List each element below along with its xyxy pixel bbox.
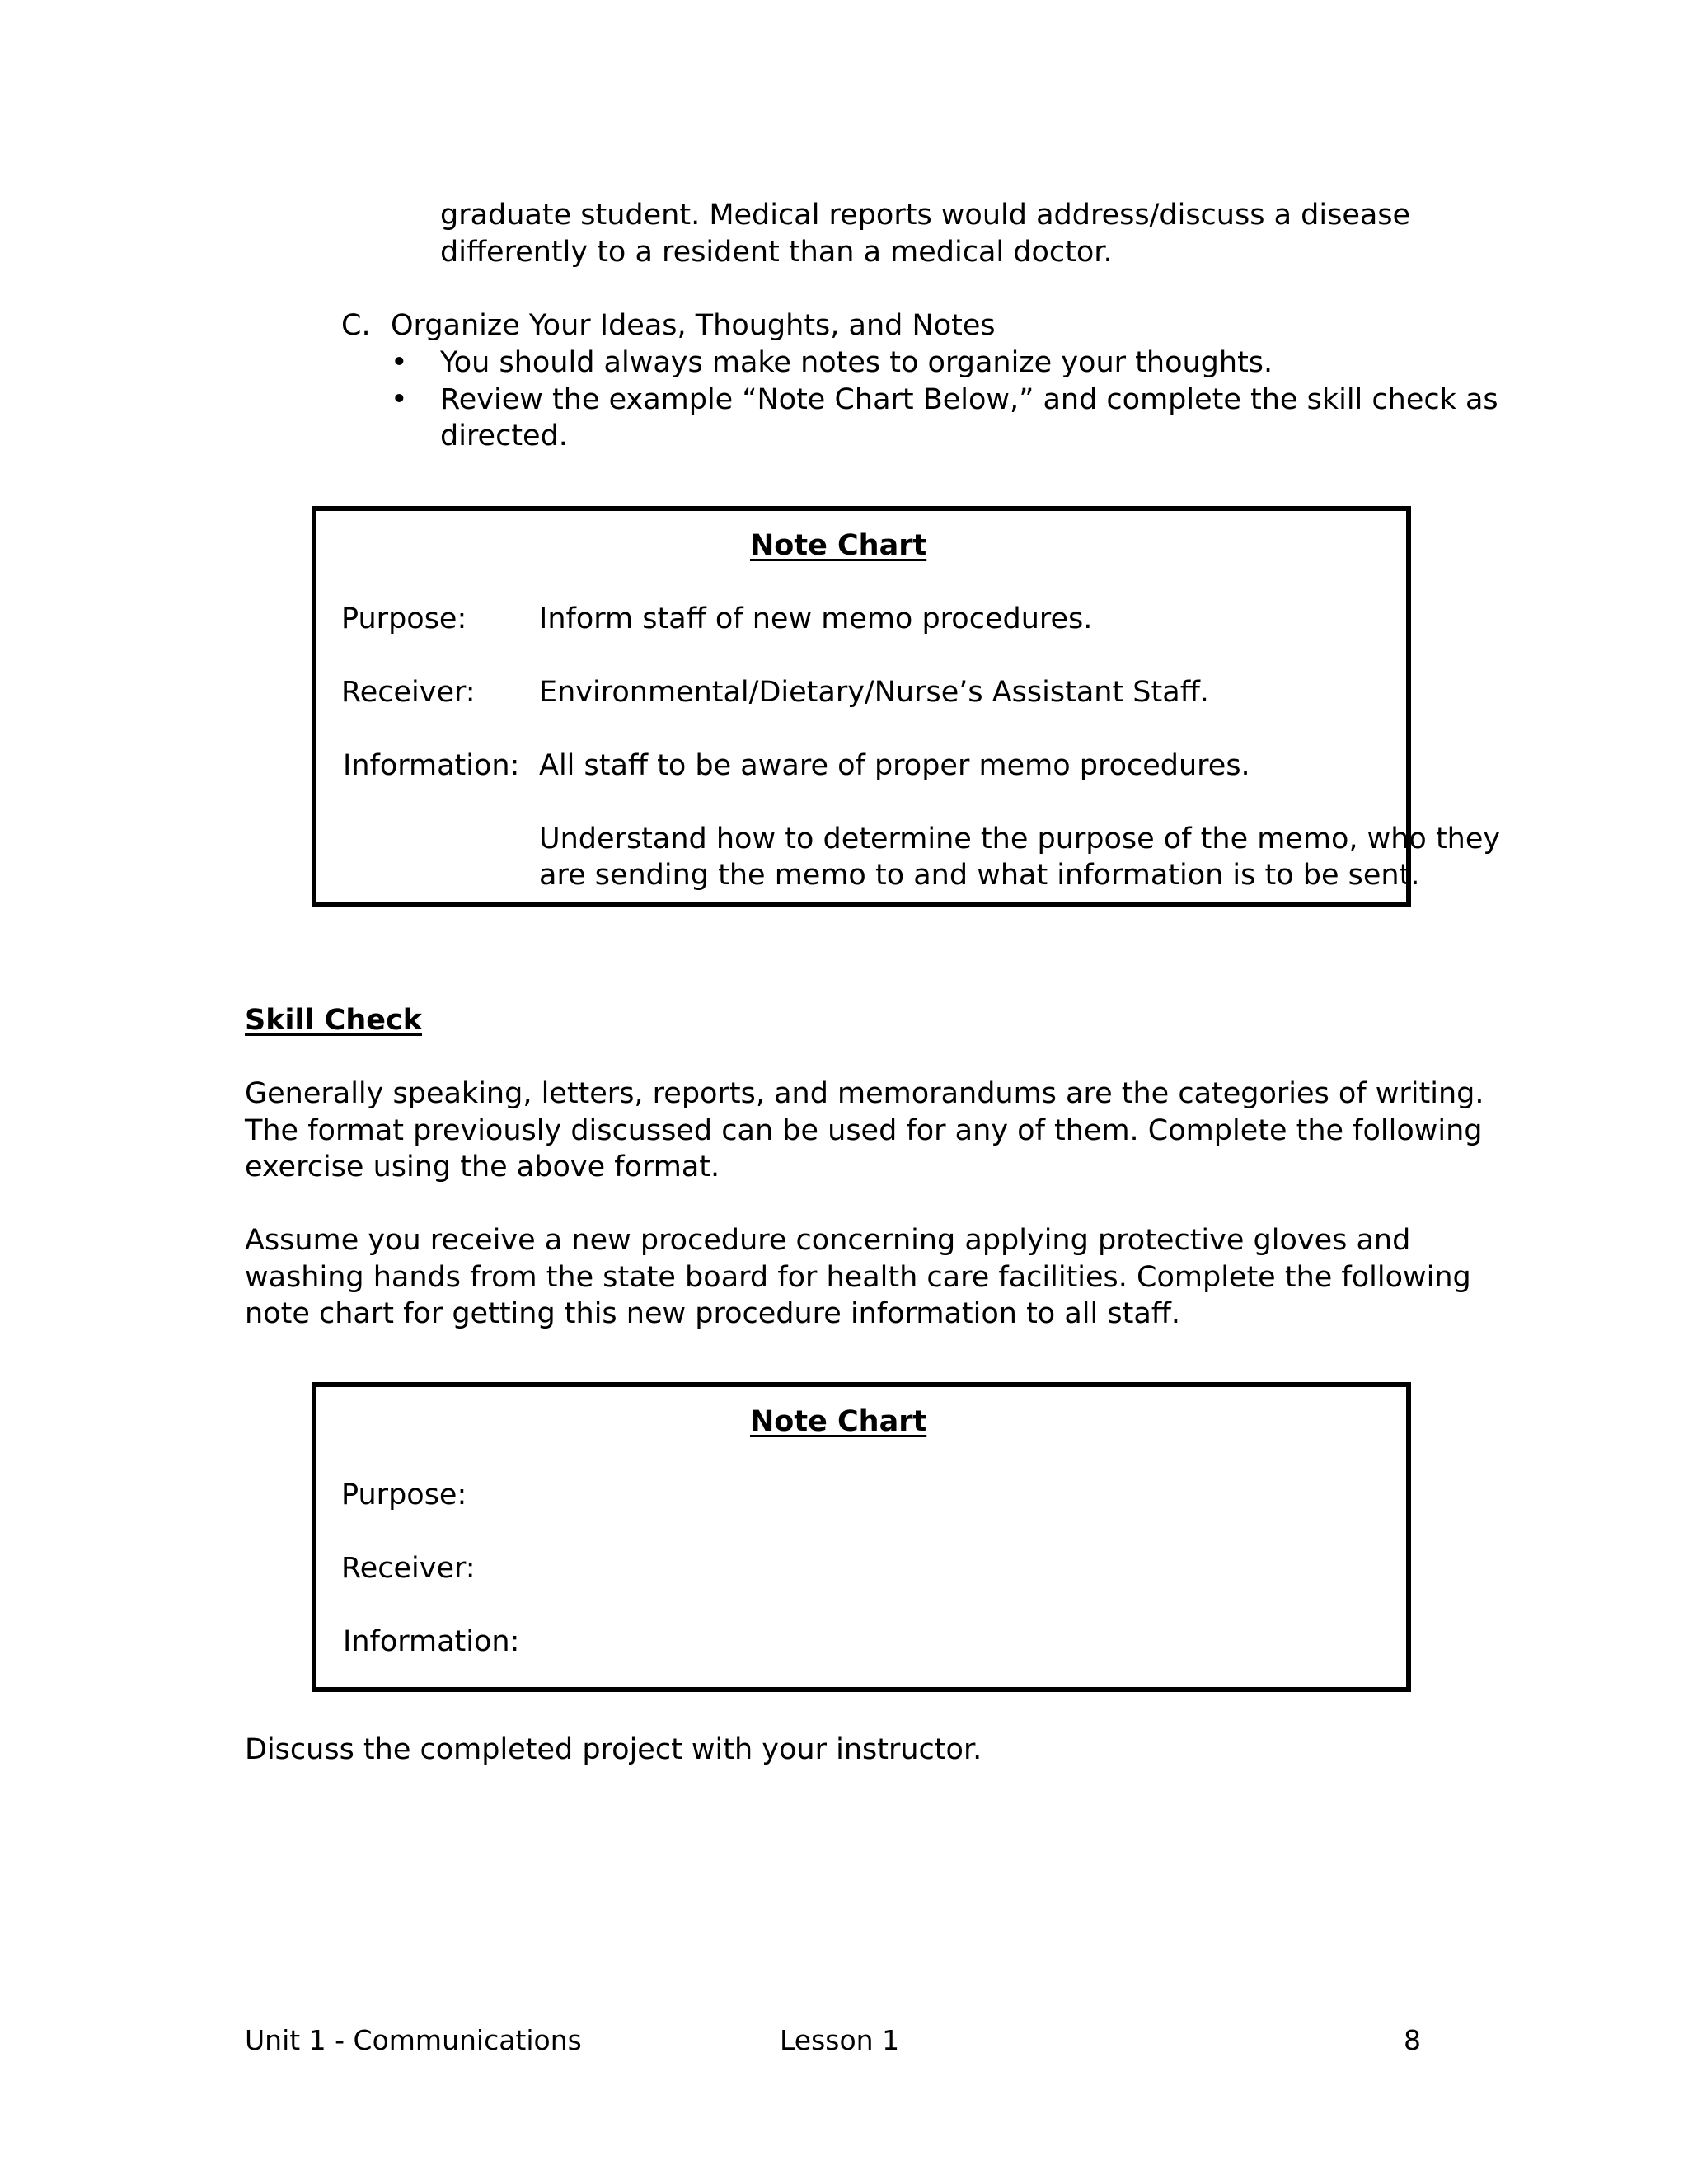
bullet-dot-2: • [391, 383, 408, 416]
example-receiver-label: Receiver: [341, 676, 476, 709]
example-information-value-2b: are sending the memo to and what information is to be sent. [539, 859, 1420, 892]
blank-information-label: Information: [343, 1625, 520, 1658]
skill-check-para1-line3: exercise using the above format. [245, 1151, 720, 1183]
section-c-marker: C. [341, 309, 371, 342]
section-c-bullet-2: Review the example “Note Chart Below,” and complete the skill check as [440, 383, 1498, 416]
bullet-dot-1: • [391, 346, 408, 379]
skill-check-para2-line3: note chart for getting this new procedure information to all staff. [245, 1297, 1181, 1330]
footer-page-number: 8 [1404, 2024, 1421, 2056]
footer-lesson: Lesson 1 [780, 2024, 900, 2056]
continuation-line-2: differently to a resident than a medical doctor. [440, 236, 1113, 269]
skill-check-para1-line1: Generally speaking, letters, reports, and memorandums are the categories of writing. [245, 1077, 1484, 1110]
footer-unit: Unit 1 - Communications [245, 2024, 582, 2056]
example-purpose-value: Inform staff of new memo procedures. [539, 602, 1093, 635]
skill-check-para2-line2: washing hands from the state board for health care facilities. Complete the following [245, 1261, 1471, 1294]
skill-check-heading: Skill Check [245, 1004, 423, 1037]
section-c-bullet-1: You should always make notes to organize your thoughts. [440, 346, 1273, 379]
blank-note-chart-title: Note Chart [750, 1405, 927, 1438]
section-c-bullet-2-cont: directed. [440, 419, 568, 452]
example-purpose-label: Purpose: [341, 602, 467, 635]
skill-check-para1-line2: The format previously discussed can be used for any of them. Complete the following [245, 1114, 1483, 1147]
example-note-chart-title: Note Chart [750, 529, 927, 562]
skill-check-para2-line1: Assume you receive a new procedure concerning applying protective gloves and [245, 1224, 1411, 1257]
example-information-value-1: All staff to be aware of proper memo procedures. [539, 749, 1250, 782]
example-receiver-value: Environmental/Dietary/Nurse’s Assistant Staff. [539, 676, 1209, 709]
blank-receiver-label: Receiver: [341, 1552, 476, 1585]
example-information-value-2a: Understand how to determine the purpose of the memo, who they [539, 823, 1501, 855]
closing-text: Discuss the completed project with your instructor. [245, 1733, 982, 1766]
section-c-heading: Organize Your Ideas, Thoughts, and Notes [391, 309, 996, 342]
continuation-line-1: graduate student. Medical reports would address/discuss a disease [440, 199, 1411, 232]
blank-purpose-label: Purpose: [341, 1479, 467, 1511]
example-information-label: Information: [343, 749, 520, 782]
